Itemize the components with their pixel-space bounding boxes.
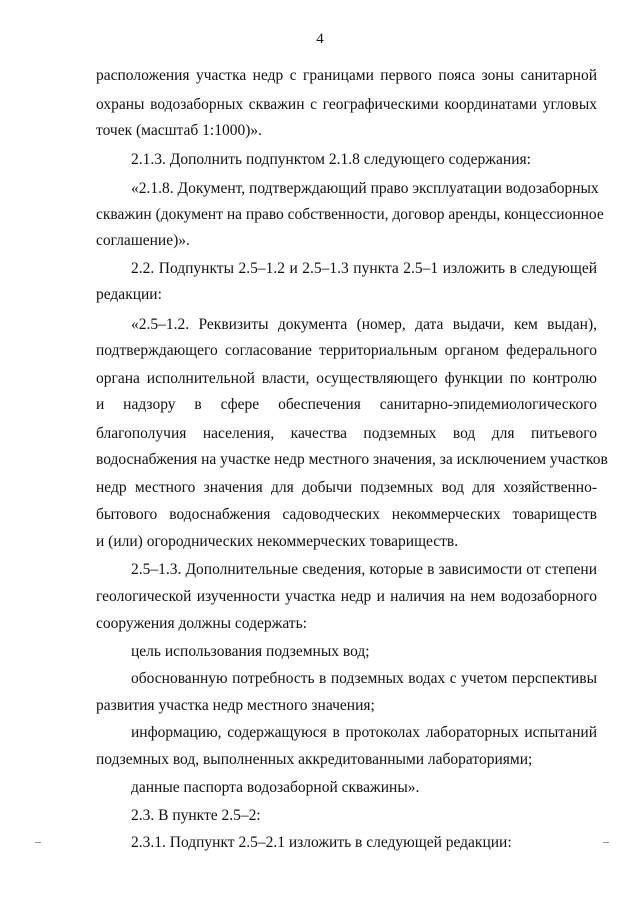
text-line: органа исполнительной власти, осуществляющего функции по контролю — [96, 370, 597, 387]
text-line: и (или) огороднических некоммерческих товариществ. — [96, 533, 459, 550]
text-line: 2.5–1.3. Дополнительные сведения, которые в зависимости от степени — [131, 561, 597, 578]
text-line: данные паспорта водозаборной скважины». — [131, 779, 420, 796]
text-line: цель использования подземных вод; — [131, 643, 370, 660]
text-line: геологической изученности участка недр и наличия на нем водозаборного — [96, 588, 597, 605]
text-line: 2.2. Подпункты 2.5–1.2 и 2.5–1.3 пункта 2.5–1 изложить в следующей — [131, 260, 597, 277]
text-line: сооружения должны содержать: — [96, 615, 307, 632]
text-line: 2.3. В пункте 2.5–2: — [131, 807, 261, 824]
text-line: подземных вод, выполненных аккредитованными лабораториями; — [96, 751, 533, 768]
text-line: «2.5–1.2. Реквизиты документа (номер, дата выдачи, кем выдан), — [131, 316, 597, 333]
text-line: скважин (документ на право собственности, договор аренды, концессионное — [96, 206, 604, 223]
text-line: 2.1.3. Дополнить подпунктом 2.1.8 следующего содержания: — [131, 151, 531, 168]
text-line: информацию, содержащуюся в протоколах лабораторных испытаний — [131, 724, 597, 741]
text-line: «2.1.8. Документ, подтверждающий право эксплуатации водозаборных — [131, 180, 599, 197]
text-line: развития участка недр местного значения; — [96, 697, 375, 714]
text-line: обоснованную потребность в подземных водах с учетом перспективы — [131, 670, 597, 687]
text-line: 2.3.1. Подпункт 2.5–2.1 изложить в следующей редакции: — [131, 834, 512, 851]
text-line: бытового водоснабжения садоводческих некоммерческих товариществ — [96, 506, 597, 523]
text-line: охраны водозаборных скважин с географическими координатами угловых — [96, 96, 597, 113]
text-line: недр местного значения для добычи подземных вод для хозяйственно- — [96, 479, 597, 496]
text-line: и надзору в сфере обеспечения санитарно-эпидемиологического — [96, 396, 597, 413]
text-line: расположения участка недр с границами первого пояса зоны санитарной — [96, 67, 597, 84]
page-number: 4 — [316, 31, 324, 47]
text-line: точек (масштаб 1:1000)». — [96, 122, 263, 139]
text-line: соглашение)». — [96, 232, 190, 249]
scan-artifact-mark — [603, 842, 609, 843]
text-line: благополучия населения, качества подземных вод для питьевого — [96, 425, 597, 442]
text-line: подтверждающего согласование территориальным органом федерального — [96, 342, 597, 359]
scan-artifact-mark — [35, 842, 41, 843]
text-line: редакции: — [96, 286, 162, 303]
text-line: водоснабжения на участке недр местного значения, за исключением участков — [96, 451, 608, 468]
